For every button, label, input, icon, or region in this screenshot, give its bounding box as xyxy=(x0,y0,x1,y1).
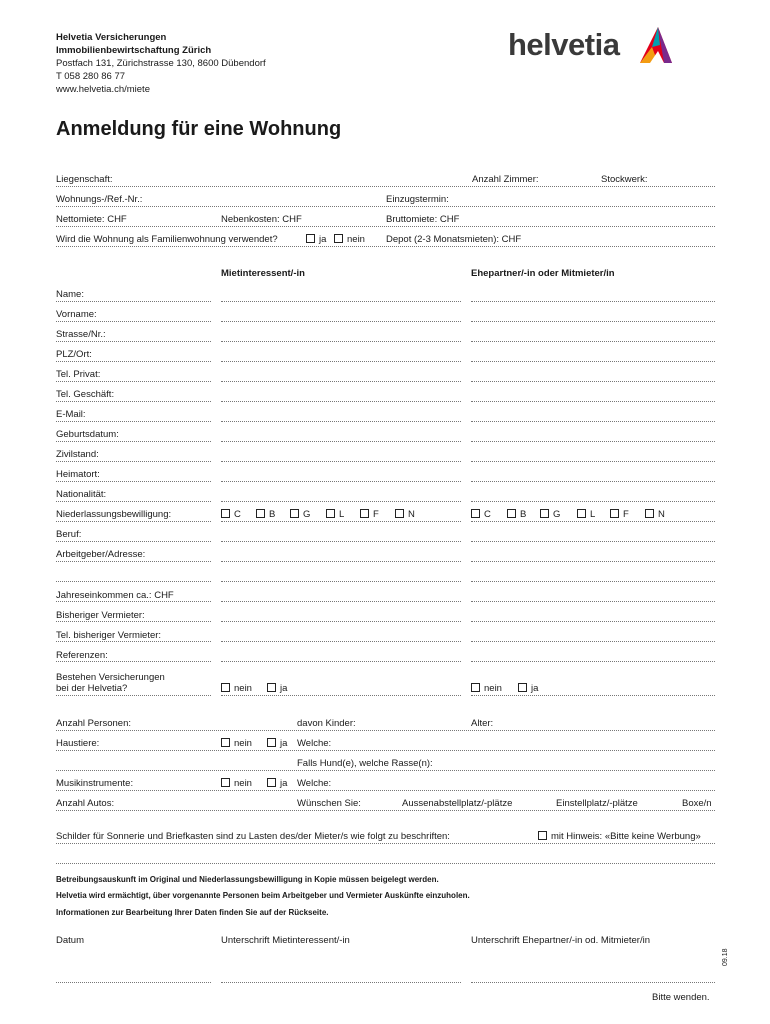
permit-option-label: G xyxy=(303,509,311,520)
option-haustiere-ja[interactable]: ja xyxy=(267,738,287,749)
option-familienwohnung-nein[interactable]: nein xyxy=(334,234,365,245)
label-haustiere: Haustiere: xyxy=(56,738,100,749)
column-header-ehepartner: Ehepartner/-in oder Mitmieter/in xyxy=(471,268,615,279)
field-haustiere[interactable] xyxy=(56,750,715,751)
website: www.helvetia.ch/miete xyxy=(56,84,150,95)
field-wohnungs-ref[interactable] xyxy=(56,206,715,207)
person-field-line[interactable] xyxy=(221,695,461,696)
checkbox-icon[interactable] xyxy=(577,509,586,518)
checkbox-icon[interactable] xyxy=(267,683,276,692)
person-field-line[interactable] xyxy=(221,601,461,602)
checkbox-icon[interactable] xyxy=(326,509,335,518)
checkbox-icon[interactable] xyxy=(221,778,230,787)
note-ermaechtigung: Helvetia wird ermächtigt, über vorgenannte Personen beim Arbeitgeber und Vermieter Auskünfte einzuholen. xyxy=(56,891,470,900)
person-field-line[interactable] xyxy=(221,421,461,422)
person-field-line[interactable] xyxy=(471,361,715,362)
label-anzahl-autos: Anzahl Autos: xyxy=(56,798,115,809)
department-name: Immobilienbewirtschaftung Zürich xyxy=(56,45,212,56)
checkbox-icon[interactable] xyxy=(538,831,547,840)
label-name: Name: xyxy=(56,289,84,300)
person-field-line[interactable] xyxy=(56,321,211,322)
field-musikinstrumente[interactable] xyxy=(56,790,715,791)
person-field-line[interactable] xyxy=(471,421,715,422)
option-versicherung-nein-1[interactable]: nein xyxy=(221,683,252,694)
label-referenzen: Referenzen: xyxy=(56,650,108,661)
logo-mark-icon xyxy=(636,25,676,65)
person-field-line[interactable] xyxy=(56,401,211,402)
person-field-line[interactable] xyxy=(471,501,715,502)
label-alter: Alter: xyxy=(471,718,494,729)
label-bisheriger-vermieter: Bisheriger Vermieter: xyxy=(56,610,145,621)
person-field-line[interactable] xyxy=(56,481,211,482)
label-musikinstrumente: Musikinstrumente: xyxy=(56,778,134,789)
label-tel-privat: Tel. Privat: xyxy=(56,369,101,380)
field-anzahl-personen[interactable] xyxy=(56,730,715,731)
person-field-line[interactable] xyxy=(221,341,461,342)
label-haustiere-welche: Welche: xyxy=(297,738,332,749)
permit-option-label: L xyxy=(339,509,345,520)
checkbox-icon[interactable] xyxy=(267,778,276,787)
person-field-line[interactable] xyxy=(471,695,715,696)
person-field-line[interactable] xyxy=(221,461,461,462)
label-versicherungen-1: Bestehen Versicherungen xyxy=(56,672,165,683)
checkbox-icon[interactable] xyxy=(471,683,480,692)
permit-option-label: G xyxy=(553,509,561,520)
label-jahreseinkommen: Jahreseinkommen ca.: CHF xyxy=(56,590,174,601)
person-field-line[interactable] xyxy=(471,661,715,662)
person-field-line[interactable] xyxy=(221,381,461,382)
label-zivilstand: Zivilstand: xyxy=(56,449,99,460)
label-wohnungs-ref: Wohnungs-/Ref.-Nr.: xyxy=(56,194,143,205)
note-betreibungsauskunft: Betreibungsauskunft im Original und Niederlassungsbewilligung in Kopie müssen beigelegt werden. xyxy=(56,875,439,884)
company-name: Helvetia Versicherungen xyxy=(56,32,167,43)
permit-option-g-1[interactable] xyxy=(290,509,310,520)
address: Postfach 131, Zürichstrasse 130, 8600 Dübendorf xyxy=(56,58,266,69)
label-falls-hund: Falls Hund(e), welche Rasse(n): xyxy=(297,758,433,769)
field-unterschrift-mietinteressent[interactable] xyxy=(221,982,461,983)
label-nationalitaet: Nationalität: xyxy=(56,489,107,500)
footer-bitte-wenden: Bitte wenden. xyxy=(652,992,710,1003)
label-datum: Datum xyxy=(56,935,84,946)
checkbox-icon[interactable] xyxy=(645,509,654,518)
person-field-line[interactable] xyxy=(56,341,211,342)
permit-option-label: F xyxy=(373,509,379,520)
logo-text: helvetia xyxy=(508,27,620,62)
field-unterschrift-ehepartner[interactable] xyxy=(471,982,715,983)
option-musik-nein[interactable]: nein xyxy=(221,778,252,789)
person-field-line[interactable] xyxy=(221,581,461,582)
helvetia-logo xyxy=(508,25,678,65)
permit-option-f-2[interactable] xyxy=(610,509,629,520)
checkbox-icon[interactable] xyxy=(256,509,265,518)
checkbox-icon[interactable] xyxy=(471,509,480,518)
permit-option-label: N xyxy=(408,509,415,520)
person-field-line[interactable] xyxy=(221,441,461,442)
checkbox-icon[interactable] xyxy=(540,509,549,518)
permit-option-b-2[interactable] xyxy=(507,509,526,520)
label-nettomiete: Nettomiete: CHF xyxy=(56,214,127,225)
label-stockwerk: Stockwerk: xyxy=(601,174,648,185)
label-musik-welche: Welche: xyxy=(297,778,332,789)
permit-option-b-1[interactable] xyxy=(256,509,275,520)
label-depot: Depot (2-3 Monatsmieten): CHF xyxy=(386,234,522,245)
label-wuenschen-sie: Wünschen Sie: xyxy=(297,798,361,809)
permit-option-g-2[interactable] xyxy=(540,509,560,520)
field-schilder-2[interactable] xyxy=(56,863,715,864)
permit-option-label: F xyxy=(623,509,629,520)
option-musik-ja[interactable]: ja xyxy=(267,778,287,789)
side-code: 09.18 xyxy=(722,948,729,966)
label-beruf: Beruf: xyxy=(56,529,82,540)
person-field-line[interactable] xyxy=(221,561,461,562)
label-plz: PLZ/Ort: xyxy=(56,349,92,360)
person-field-line[interactable] xyxy=(471,581,715,582)
person-field-line[interactable] xyxy=(471,541,715,542)
label-tel-geschaeft: Tel. Geschäft: xyxy=(56,389,115,400)
label-niederlassung: Niederlassungsbewilligung: xyxy=(56,509,172,520)
field-liegenschaft[interactable] xyxy=(56,186,715,187)
note-datenbearbeitung: Informationen zur Bearbeitung Ihrer Daten finden Sie auf der Rückseite. xyxy=(56,908,329,917)
checkbox-icon[interactable] xyxy=(290,509,299,518)
label-strasse: Strasse/Nr.: xyxy=(56,329,106,340)
person-field-line[interactable] xyxy=(221,481,461,482)
label-email: E-Mail: xyxy=(56,409,86,420)
checkbox-icon[interactable] xyxy=(610,509,619,518)
label-einstellplatz: Einstellplatz/-plätze xyxy=(556,798,638,809)
label-einzugstermin: Einzugstermin: xyxy=(386,194,449,205)
label-nebenkosten: Nebenkosten: CHF xyxy=(221,214,302,225)
permit-option-l-1[interactable] xyxy=(326,509,344,520)
person-field-line[interactable] xyxy=(56,695,211,696)
person-field-line[interactable] xyxy=(221,521,461,522)
label-arbeitgeber: Arbeitgeber/Adresse: xyxy=(56,549,146,560)
field-schilder-1[interactable] xyxy=(56,843,715,844)
person-field-line[interactable] xyxy=(471,521,715,522)
person-field-line[interactable] xyxy=(471,481,715,482)
person-field-line[interactable] xyxy=(56,361,211,362)
option-haustiere-nein[interactable]: nein xyxy=(221,738,252,749)
checkbox-icon[interactable] xyxy=(221,738,230,747)
permit-option-c-2[interactable] xyxy=(471,509,491,520)
checkbox-icon[interactable] xyxy=(507,509,516,518)
permit-option-label: B xyxy=(520,509,527,520)
option-versicherung-ja-1[interactable]: ja xyxy=(267,683,287,694)
checkbox-icon[interactable] xyxy=(334,234,343,243)
option-versicherung-ja-2[interactable]: ja xyxy=(518,683,538,694)
label-anzahl-personen: Anzahl Personen: xyxy=(56,718,131,729)
permit-option-label: N xyxy=(658,509,665,520)
label-schilder: Schilder für Sonnerie und Briefkasten sind zu Lasten des/der Mieter/s wie folgt zu beschriften: xyxy=(56,831,450,842)
label-anzahl-zimmer: Anzahl Zimmer: xyxy=(472,174,539,185)
person-field-line[interactable] xyxy=(471,561,715,562)
person-field-line[interactable] xyxy=(471,341,715,342)
person-field-line[interactable] xyxy=(56,301,211,302)
permit-option-label: C xyxy=(484,509,491,520)
person-field-line[interactable] xyxy=(221,361,461,362)
person-field-line[interactable] xyxy=(221,661,461,662)
person-field-line[interactable] xyxy=(471,301,715,302)
person-field-line[interactable] xyxy=(221,641,461,642)
field-anzahl-autos[interactable] xyxy=(56,810,715,811)
label-unterschrift-ehepartner: Unterschrift Ehepartner/-in od. Mitmieter/in xyxy=(471,935,650,946)
checkbox-icon[interactable] xyxy=(221,509,230,518)
person-field-line[interactable] xyxy=(56,621,211,622)
permit-option-n-2[interactable] xyxy=(645,509,665,520)
person-field-line[interactable] xyxy=(56,501,211,502)
checkbox-icon[interactable] xyxy=(518,683,527,692)
label-bruttomiete: Bruttomiete: CHF xyxy=(386,214,460,225)
label-aussenabstellplatz: Aussenabstellplatz/-plätze xyxy=(402,798,513,809)
label-liegenschaft: Liegenschaft: xyxy=(56,174,113,185)
column-header-mietinteressent: Mietinteressent/-in xyxy=(221,268,305,279)
sender-block xyxy=(56,31,266,96)
permit-option-c-1[interactable] xyxy=(221,509,241,520)
person-field-line[interactable] xyxy=(221,301,461,302)
phone: T 058 280 86 77 xyxy=(56,71,126,82)
page-title: Anmeldung für eine Wohnung xyxy=(56,118,342,140)
person-field-line[interactable] xyxy=(221,621,461,622)
field-mietzins[interactable] xyxy=(56,226,715,227)
person-field-line[interactable] xyxy=(221,321,461,322)
person-field-line[interactable] xyxy=(471,321,715,322)
label-heimatort: Heimatort: xyxy=(56,469,100,480)
label-unterschrift-mietinteressent: Unterschrift Mietinteressent/-in xyxy=(221,935,350,946)
option-familienwohnung-ja[interactable]: ja xyxy=(306,234,326,245)
permit-option-label: B xyxy=(269,509,276,520)
field-depot[interactable] xyxy=(56,246,715,247)
person-field-line[interactable] xyxy=(221,401,461,402)
person-field-line[interactable] xyxy=(56,581,211,582)
person-field-line[interactable] xyxy=(471,601,715,602)
person-field-line[interactable] xyxy=(221,541,461,542)
checkbox-icon[interactable] xyxy=(395,509,404,518)
checkbox-icon[interactable] xyxy=(221,683,230,692)
person-field-line[interactable] xyxy=(221,501,461,502)
checkbox-icon[interactable] xyxy=(360,509,369,518)
person-field-line[interactable] xyxy=(471,441,715,442)
person-field-line[interactable] xyxy=(471,641,715,642)
person-field-line[interactable] xyxy=(56,661,211,662)
person-field-line[interactable] xyxy=(56,461,211,462)
option-versicherung-nein-2[interactable]: nein xyxy=(471,683,502,694)
label-geburtsdatum: Geburtsdatum: xyxy=(56,429,119,440)
option-keine-werbung[interactable]: mit Hinweis: «Bitte keine Werbung» xyxy=(538,831,701,842)
label-davon-kinder: davon Kinder: xyxy=(297,718,356,729)
person-field-line[interactable] xyxy=(56,641,211,642)
label-vorname: Vorname: xyxy=(56,309,97,320)
label-versicherungen-2: bei der Helvetia? xyxy=(56,683,128,694)
person-field-line[interactable] xyxy=(471,621,715,622)
label-boxen: Boxe/n xyxy=(682,798,712,809)
permit-option-f-1[interactable] xyxy=(360,509,379,520)
permit-option-l-2[interactable] xyxy=(577,509,595,520)
label-tel-vermieter: Tel. bisheriger Vermieter: xyxy=(56,630,162,641)
checkbox-icon[interactable] xyxy=(306,234,315,243)
person-field-line[interactable] xyxy=(56,521,211,522)
person-field-line[interactable] xyxy=(56,601,211,602)
checkbox-icon[interactable] xyxy=(267,738,276,747)
field-datum[interactable] xyxy=(56,982,211,983)
field-hunderasse[interactable] xyxy=(56,770,715,771)
permit-option-label: L xyxy=(590,509,596,520)
person-field-line[interactable] xyxy=(471,461,715,462)
person-field-line[interactable] xyxy=(56,561,211,562)
person-field-line[interactable] xyxy=(471,401,715,402)
permit-option-n-1[interactable] xyxy=(395,509,415,520)
person-field-line[interactable] xyxy=(56,421,211,422)
person-field-line[interactable] xyxy=(471,381,715,382)
person-field-line[interactable] xyxy=(56,441,211,442)
person-field-line[interactable] xyxy=(56,541,211,542)
permit-option-label: C xyxy=(234,509,241,520)
person-field-line[interactable] xyxy=(56,381,211,382)
label-familienwohnung: Wird die Wohnung als Familienwohnung verwendet? xyxy=(56,234,278,245)
